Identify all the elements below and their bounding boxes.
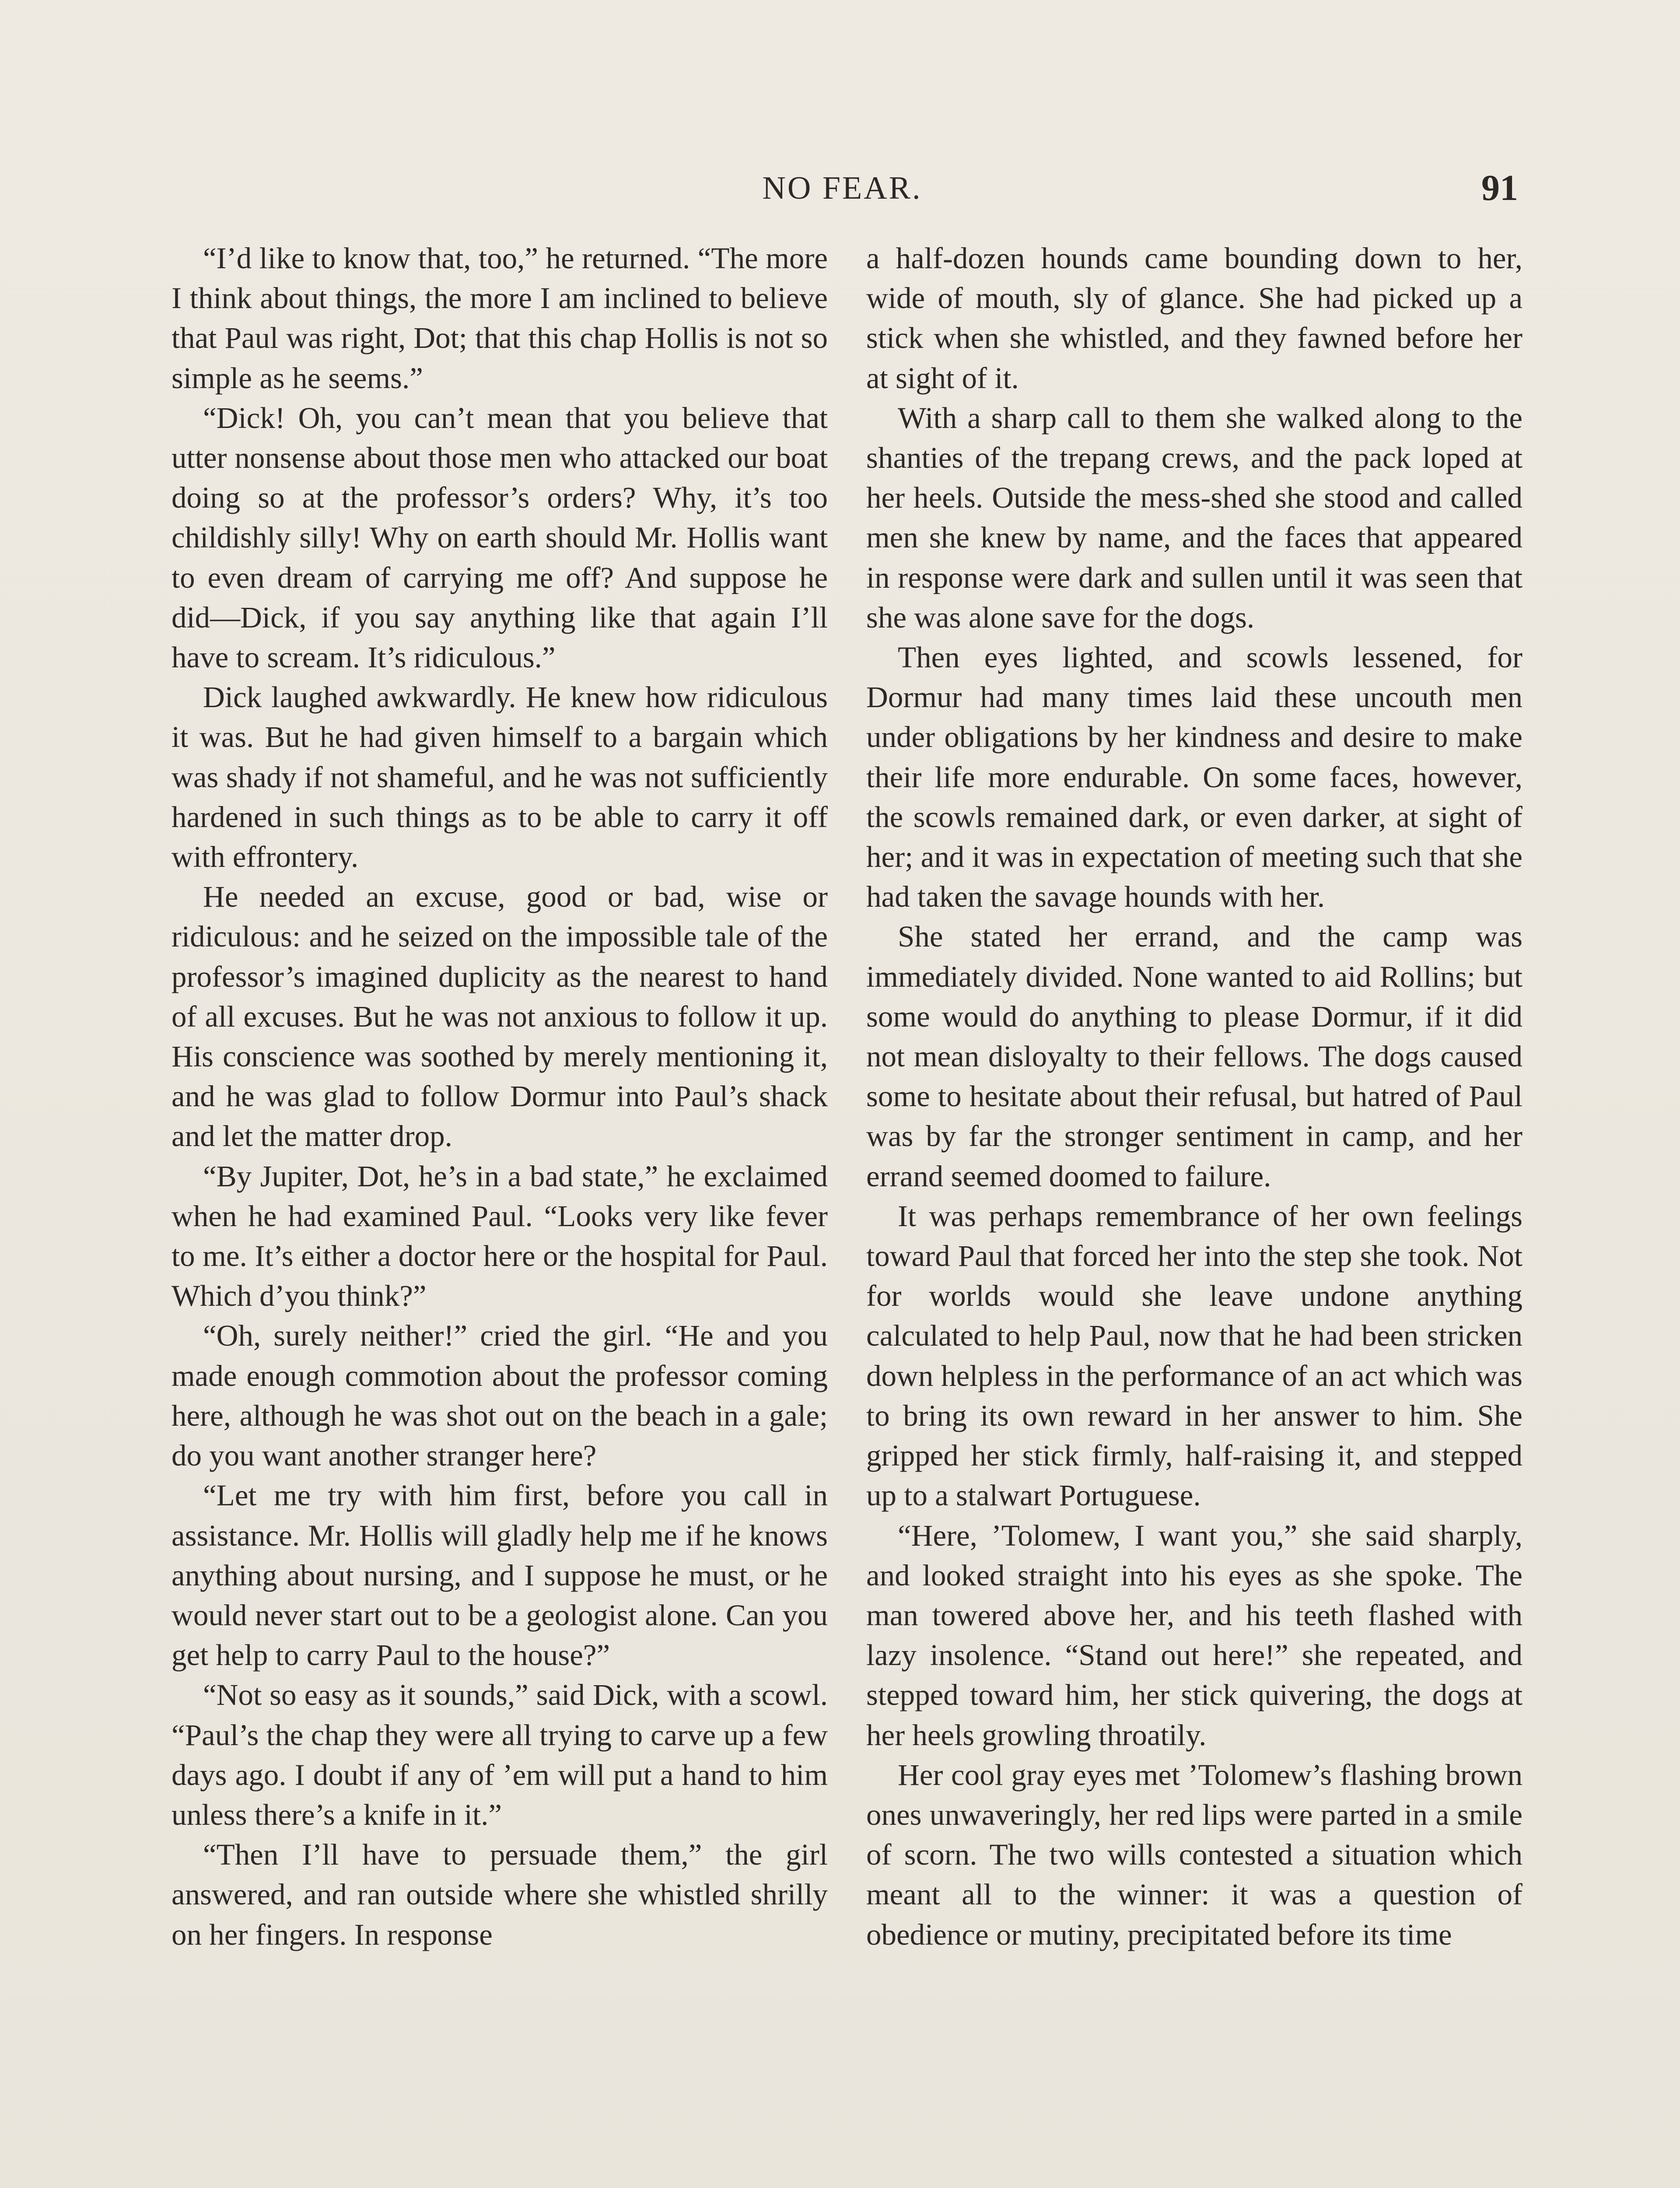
paragraph: “Dick! Oh, you can’t mean that you believe that utter nonsense about those men who attacked our boat doing so at the professor’s orders? Why, it’s too childishly silly! Why on earth should Mr. Hollis want to even dream of carrying me off? And suppose he did—Dick, if you say anything like that again I’ll have to scream. It’s ridiculous.” bbox=[172, 401, 828, 674]
right-column bbox=[866, 238, 1522, 1955]
paragraph: Dick laughed awkwardly. He knew how ridiculous it was. But he had given himself to a bargain which was shady if not shameful, and he was not sufficiently hardened in such things as to be able to carry it off with effrontery. bbox=[172, 680, 828, 874]
paragraph: Then eyes lighted, and scowls lessened, for Dormur had many times laid these uncouth men under obligations by her kindness and desire to make their life more endurable. On some faces, however, the scowls remained dark, or even darker, at sight of her; and it was in expectation of meeting such that she had taken the savage hounds with her. bbox=[866, 641, 1522, 914]
paragraph: “I’d like to know that, too,” he returned. “The more I think about things, the more I am inclined to believe that Paul was right, Dot; that this chap Hollis is not so simple as he seems.” bbox=[172, 242, 828, 395]
paragraph: It was perhaps remembrance of her own feelings toward Paul that forced her into the step she took. Not for worlds would she leave undone anything calculated to help Paul, now that he had been stricken down helpless in the performance of an act which was to bring its own reward in her answer to him. She gripped her stick firmly, half-raising it, and stepped up to a stalwart Portuguese. bbox=[866, 1199, 1522, 1512]
paragraph: He needed an excuse, good or bad, wise or ridiculous: and he seized on the impossible tale of the professor’s imagined duplicity as the nearest to hand of all excuses. But he was not anxious to follow it up. His conscience was soothed by merely mentioning it, and he was glad to follow Dormur into Paul’s shack and let the matter drop. bbox=[172, 880, 828, 1153]
left-column bbox=[172, 238, 828, 1955]
running-head: NO FEAR. bbox=[762, 170, 922, 206]
paragraph: “Here, ’Tolomew, I want you,” she said sharply, and looked straight into his eyes as she spoke. The man towered above her, and his teeth flashed with lazy insolence. “Stand out here!” she repeated, and stepped toward him, her stick quivering, the dogs at her heels growling throatily. bbox=[866, 1518, 1522, 1752]
page-header bbox=[166, 164, 1518, 212]
paragraph: She stated her errand, and the camp was immediately divided. None wanted to aid Rollins; but some would do anything to please Dormur, if it did not mean disloyalty to their fellows. The dogs caused some to hesitate about their refusal, but hatred of Paul was by far the stronger sentiment in camp, and her errand seemed doomed to failure. bbox=[866, 920, 1522, 1193]
page-number: 91 bbox=[1481, 168, 1518, 208]
paragraph: Her cool gray eyes met ’Tolomew’s flashing brown ones unwaveringly, her red lips were parted in a smile of scorn. The two wills contested a situation which meant all to the winner: it was a question of obedience or mutiny, precipitated before its time bbox=[866, 1758, 1522, 1951]
paragraph: “Let me try with him first, before you call in assistance. Mr. Hollis will gladly help me if he knows anything about nursing, and I suppose he must, or he would never start out to be a geologist alone. Can you get help to carry Paul to the house?” bbox=[172, 1479, 828, 1672]
paragraph-continued: a half-dozen hounds came bounding down to her, wide of mouth, sly of glance. She had picked up a stick when she whistled, and they fawned before her at sight of it. bbox=[866, 242, 1522, 395]
paragraph: “By Jupiter, Dot, he’s in a bad state,” he exclaimed when he had examined Paul. “Looks very like fever to me. It’s either a doctor here or the hospital for Paul. Which d’you think?” bbox=[172, 1159, 828, 1313]
paragraph: “Oh, surely neither!” cried the girl. “He and you made enough commotion about the professor coming here, although he was shot out on the beach in a gale; do you want another stranger here? bbox=[172, 1319, 828, 1473]
paragraph: “Then I’ll have to persuade them,” the girl answered, and ran outside where she whistled shrilly on her fingers. In response bbox=[172, 1838, 828, 1951]
paragraph: “Not so easy as it sounds,” said Dick, with a scowl. “Paul’s the chap they were all trying to carve up a few days ago. I doubt if any of ’em will put a hand to him unless there’s a knife in it.” bbox=[172, 1678, 828, 1831]
paragraph: With a sharp call to them she walked along to the shanties of the trepang crews, and the pack loped at her heels. Outside the mess-shed she stood and called men she knew by name, and the faces that appeared in response were dark and sullen until it was seen that she was alone save for the dogs. bbox=[866, 401, 1522, 634]
